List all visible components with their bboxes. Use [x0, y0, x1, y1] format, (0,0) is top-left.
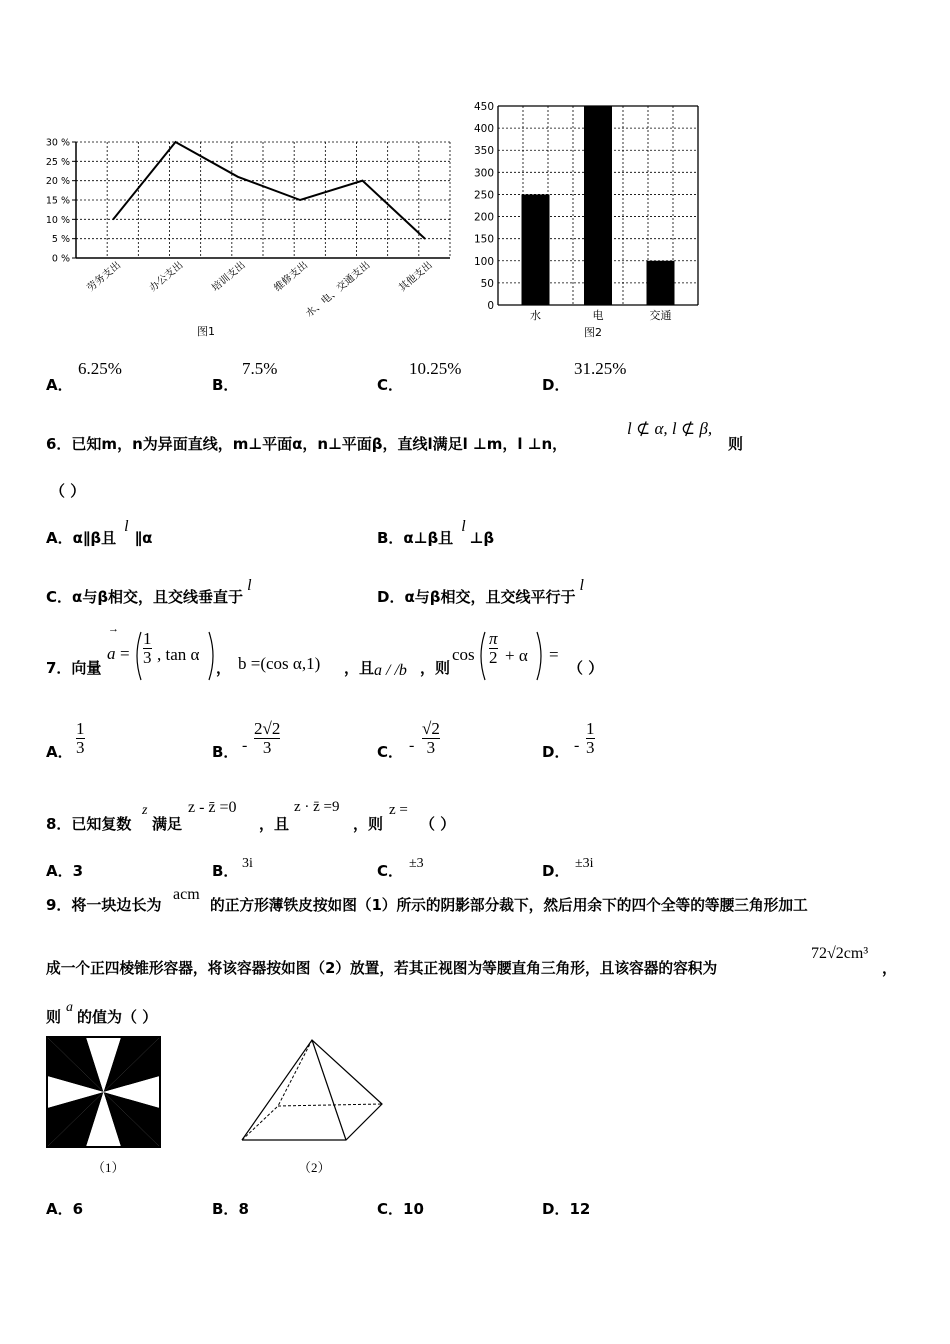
- x-tick-label: 电: [592, 309, 604, 322]
- y-tick-label: 50: [480, 277, 494, 290]
- parallel-cond: a / /b: [374, 662, 407, 679]
- q8-option-c-value: ±3: [409, 856, 424, 871]
- figure-2-pyramid: [236, 1036, 386, 1146]
- q8-option-c[interactable]: C．: [377, 862, 404, 880]
- equals: =: [549, 645, 559, 664]
- chart-title: 图1: [197, 325, 215, 338]
- x-tick-label: 办公支出: [147, 259, 186, 295]
- q8-option-b[interactable]: B．: [212, 862, 239, 880]
- q7-option-a-value: [76, 720, 85, 757]
- chart-title: 图2: [584, 326, 602, 339]
- option-value: 10: [403, 1200, 424, 1218]
- option-text: C．α与β相交，且交线垂直于: [46, 588, 244, 606]
- y-tick-label: 5 %: [51, 234, 70, 246]
- q5-option-a[interactable]: [46, 374, 73, 395]
- option-letter: B．: [212, 1200, 239, 1218]
- option-value: 12: [569, 1200, 591, 1218]
- q6-tail: 则: [728, 435, 744, 453]
- and-text: ，且: [344, 659, 375, 677]
- option-letter: A．: [46, 1200, 73, 1218]
- q9-line1-start: 9．将一块边长为: [46, 896, 162, 914]
- q6-condition: l ⊄ α, l ⊄ β,: [627, 419, 713, 438]
- option-value: 3: [72, 862, 84, 880]
- line-chart: [40, 130, 460, 345]
- var-a: a: [66, 1000, 73, 1015]
- q5-option-d-value: 31.25%: [574, 359, 627, 378]
- y-tick-label: 20 %: [45, 176, 70, 188]
- condition-2: z · z̄ =9: [294, 799, 340, 815]
- q9-option-a[interactable]: [46, 1198, 83, 1219]
- var-z: z: [142, 803, 148, 818]
- q5-option-c[interactable]: [377, 374, 403, 395]
- numerator: √2: [422, 719, 440, 738]
- then-text: ，则: [420, 659, 451, 677]
- numerator: 2√2: [254, 719, 281, 738]
- z-equals: z =: [389, 802, 408, 818]
- q5-option-d[interactable]: [542, 374, 569, 395]
- q7-option-c[interactable]: C．: [377, 743, 404, 761]
- figure-1-caption: （1）: [92, 1160, 125, 1175]
- q9-line3-end: 的值为（ ）: [77, 1008, 158, 1026]
- vector-arrow: →: [108, 623, 119, 635]
- y-tick-label: 250: [473, 189, 494, 202]
- y-tick-label: 100: [473, 255, 494, 268]
- q9-option-b[interactable]: [212, 1198, 249, 1219]
- numerator: 1: [76, 719, 85, 738]
- y-tick-label: 0: [487, 300, 494, 312]
- option-var: l: [247, 577, 252, 594]
- y-tick-label: 150: [473, 233, 494, 246]
- denominator: 3: [76, 737, 85, 757]
- option-letter: A．: [46, 376, 73, 394]
- denominator: 3: [143, 647, 152, 667]
- option-letter: A．: [46, 862, 73, 880]
- q6-option-a[interactable]: [46, 518, 153, 548]
- y-tick-label: 15 %: [45, 195, 70, 207]
- y-tick-label: 350: [473, 145, 494, 158]
- q8-label: 8．已知复数: [46, 815, 132, 833]
- y-tick-label: 450: [473, 101, 494, 113]
- q7-option-b[interactable]: B．: [212, 743, 239, 761]
- vector-b: b =(cos α,1): [238, 654, 321, 673]
- option-value: 6: [72, 1200, 84, 1218]
- q7-answer-paren: （ ）: [568, 659, 604, 677]
- x-tick-label: 培训支出: [210, 259, 248, 295]
- q9-acm: acm: [173, 886, 200, 903]
- denominator: 3: [426, 737, 436, 757]
- q6-stem: 6．已知m，n为异面直线，m⊥平面α，n⊥平面β，直线l满足l ⊥m，l ⊥n，: [46, 435, 568, 453]
- x-tick-label: 劳务支出: [85, 259, 124, 295]
- q7-option-a[interactable]: A．: [46, 743, 73, 761]
- y-tick-label: 30 %: [45, 137, 70, 149]
- cos: cos: [452, 645, 475, 664]
- option-text: A．α∥β且: [46, 529, 117, 547]
- minus-sign: -: [574, 737, 580, 754]
- equals: =: [120, 644, 130, 663]
- y-tick-label: 10 %: [45, 214, 70, 226]
- q7-option-b-value: [254, 720, 280, 757]
- figure-1-square: [46, 1036, 162, 1149]
- tan-alpha: , tan α: [157, 645, 200, 664]
- bar: [522, 194, 550, 305]
- q9-option-c[interactable]: [377, 1198, 424, 1219]
- q7-label: 7．向量: [46, 659, 102, 677]
- x-tick-label: 维修支出: [272, 259, 311, 295]
- q9-line2: 成一个正四棱锥形容器，将该容器按如图（2）放置，若其正视图为等腰直角三角形，且该容器的容积为: [46, 960, 718, 977]
- numerator: π: [489, 629, 498, 648]
- x-tick-label: 水: [530, 309, 541, 322]
- q6-answer-paren: （ ）: [50, 482, 86, 500]
- y-tick-label: 25 %: [45, 156, 70, 168]
- q6-option-c[interactable]: [46, 577, 252, 607]
- plus-alpha: + α: [505, 646, 528, 665]
- q8-option-b-value: 3i: [242, 856, 253, 871]
- option-text: ∥α: [134, 529, 153, 547]
- option-text: B．α⊥β且: [377, 529, 454, 547]
- bar: [584, 106, 612, 305]
- y-tick-label: 300: [473, 167, 494, 180]
- y-tick-label: 0 %: [51, 253, 70, 265]
- x-tick-label: 交通: [649, 309, 672, 322]
- q9-line1-end: 的正方形薄铁皮按如图（1）所示的阴影部分裁下，然后用余下的四个全等的等腰三角形加工: [210, 897, 808, 914]
- q9-option-d[interactable]: [542, 1198, 590, 1219]
- option-var: l: [461, 518, 466, 535]
- q8-answer-paren: （ ）: [420, 815, 456, 833]
- numerator: 1: [143, 629, 152, 648]
- q6-option-b[interactable]: [377, 518, 495, 548]
- option-text: ⊥β: [469, 529, 495, 547]
- minus-sign: -: [242, 737, 248, 754]
- figure-2-caption: （2）: [298, 1160, 331, 1175]
- q5-option-a-value: 6.25%: [78, 359, 122, 378]
- option-letter: D．: [542, 1200, 570, 1218]
- q5-option-b[interactable]: [212, 374, 238, 395]
- option-letter: C．: [377, 376, 404, 394]
- option-value: 8: [238, 1200, 249, 1218]
- bar-chart: [470, 100, 710, 345]
- q5-option-b-value: 7.5%: [242, 359, 278, 378]
- q7-option-d-value: [586, 720, 595, 757]
- option-text: D．α与β相交，且交线平行于: [377, 588, 576, 606]
- comma: ，: [216, 659, 232, 677]
- q5-option-c-value: 10.25%: [409, 359, 462, 378]
- bar: [647, 261, 675, 305]
- option-var: l: [579, 577, 584, 594]
- fraction-pi-over-2: [489, 630, 498, 667]
- and-text: ，且: [259, 815, 290, 833]
- series-line: [113, 142, 425, 239]
- fraction-one-third: [143, 630, 152, 667]
- option-letter: C．: [377, 1200, 404, 1218]
- denominator: 2: [489, 647, 498, 667]
- denominator: 3: [586, 737, 595, 757]
- x-tick-label: 其他支出: [397, 259, 435, 295]
- q9-line3-start: 则: [46, 1008, 62, 1026]
- option-letter: D．: [542, 376, 570, 394]
- q7-option-d[interactable]: D．: [542, 743, 570, 761]
- q9-line2-comma: ，: [882, 959, 898, 977]
- then-text: ，则: [353, 815, 384, 833]
- y-tick-label: 200: [473, 211, 494, 224]
- q8-option-a[interactable]: [46, 860, 83, 881]
- q9-volume: 72√2cm³: [811, 945, 869, 962]
- satisfy-text: 满足: [152, 815, 183, 833]
- x-tick-label: 水、电、交通支出: [304, 259, 373, 320]
- option-var: l: [124, 518, 129, 535]
- minus-sign: -: [409, 737, 415, 754]
- numerator: 1: [586, 719, 595, 738]
- q6-option-d[interactable]: [377, 577, 584, 607]
- option-letter: B．: [212, 376, 239, 394]
- q8-option-d-value: ±3i: [575, 856, 594, 871]
- vector-a: a: [107, 644, 116, 663]
- condition-1: z - z̄ =0: [188, 799, 237, 816]
- q8-option-d[interactable]: D．: [542, 862, 570, 880]
- q7-option-c-value: [422, 720, 440, 757]
- denominator: 3: [262, 737, 272, 757]
- y-tick-label: 400: [473, 123, 494, 136]
